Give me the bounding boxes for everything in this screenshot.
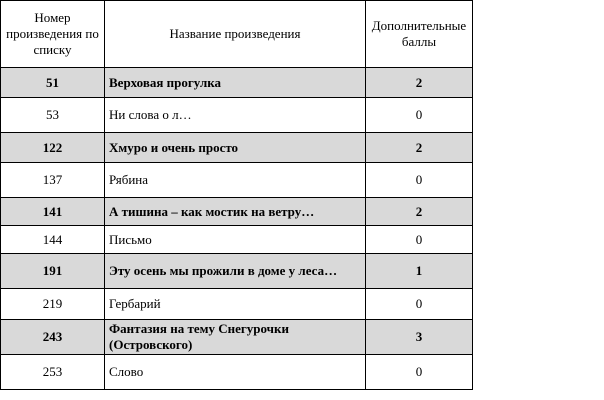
row-number: 243: [1, 320, 105, 355]
row-title: Фантазия на тему Снегурочки (Островского): [105, 320, 366, 355]
row-points: 2: [366, 198, 473, 226]
row-number: 144: [1, 226, 105, 254]
header-number: Номер произведения по списку: [1, 1, 105, 68]
row-title: Хмуро и очень просто: [105, 133, 366, 163]
row-points: 3: [366, 320, 473, 355]
table-row: [1, 320, 473, 355]
table-header-row: [1, 1, 473, 68]
table-row: [1, 133, 473, 163]
row-title: Рябина: [105, 163, 366, 198]
row-number: 137: [1, 163, 105, 198]
row-points: 0: [366, 355, 473, 390]
row-number: 253: [1, 355, 105, 390]
row-number: 191: [1, 254, 105, 289]
row-title: А тишина – как мостик на ветру…: [105, 198, 366, 226]
table-row: [1, 98, 473, 133]
row-title: Письмо: [105, 226, 366, 254]
row-points: 2: [366, 68, 473, 98]
row-points: 0: [366, 98, 473, 133]
row-number: 219: [1, 289, 105, 320]
table-row: [1, 289, 473, 320]
row-points: 0: [366, 163, 473, 198]
table-row: [1, 163, 473, 198]
row-number: 141: [1, 198, 105, 226]
row-number: 51: [1, 68, 105, 98]
row-title: Ни слова о л…: [105, 98, 366, 133]
header-title: Название произведения: [105, 1, 366, 68]
row-title: Верховая прогулка: [105, 68, 366, 98]
table-row: [1, 355, 473, 390]
row-points: 0: [366, 226, 473, 254]
row-number: 53: [1, 98, 105, 133]
table-row: [1, 226, 473, 254]
row-title: Эту осень мы прожили в доме у леса…: [105, 254, 366, 289]
row-title: Гербарий: [105, 289, 366, 320]
row-points: 0: [366, 289, 473, 320]
table-row: [1, 198, 473, 226]
row-number: 122: [1, 133, 105, 163]
row-title: Слово: [105, 355, 366, 390]
header-points: Дополнительные баллы: [366, 1, 473, 68]
table-row: [1, 68, 473, 98]
row-points: 1: [366, 254, 473, 289]
table-row: [1, 254, 473, 289]
row-points: 2: [366, 133, 473, 163]
